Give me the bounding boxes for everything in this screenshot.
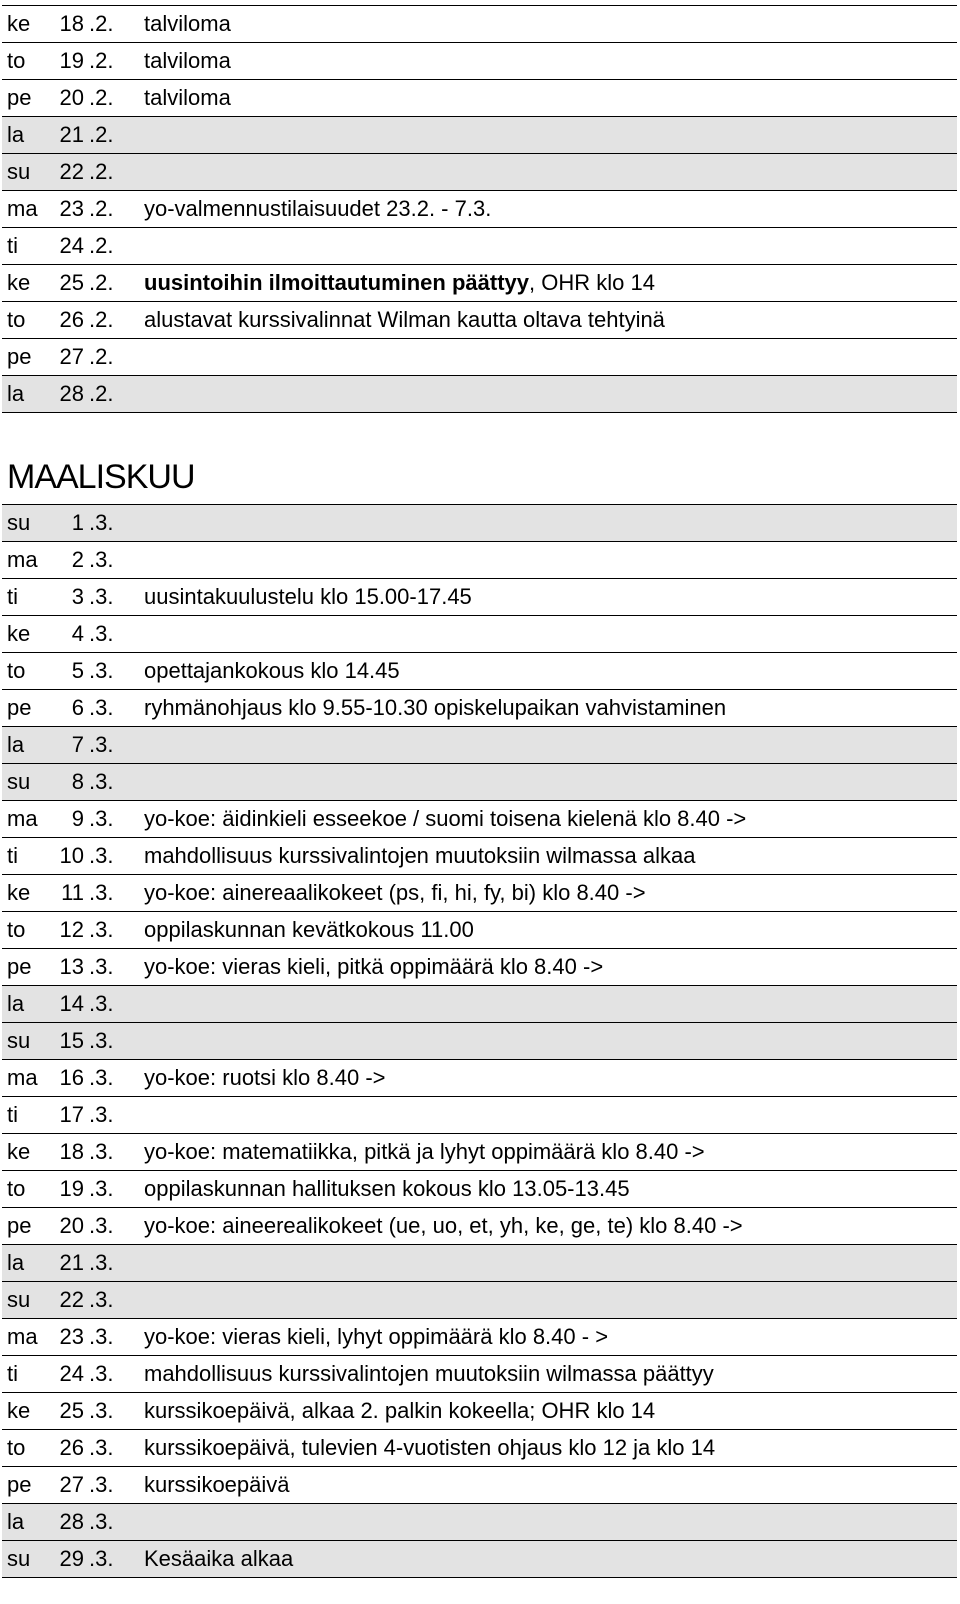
date-cell: 3 — [71, 584, 84, 609]
weekday-cell: ti — [7, 843, 18, 868]
month-cell: .3. — [89, 1546, 114, 1571]
weekday-cell: ma — [7, 806, 38, 831]
calendar-row — [2, 1060, 957, 1097]
calendar-row — [2, 542, 957, 579]
event-text: yo-koe: vieras kieli, lyhyt oppimäärä klo 8.40 - > — [144, 1324, 609, 1349]
event-cell — [144, 1430, 715, 1466]
calendar-row — [2, 43, 957, 80]
calendar-row — [2, 339, 957, 376]
month-cell: .2. — [89, 48, 114, 73]
month-cell: .3. — [89, 1139, 114, 1164]
event-highlight: uusintoihin ilmoittautuminen päättyy — [144, 270, 529, 295]
event-cell — [144, 912, 474, 948]
calendar-row — [2, 1245, 957, 1282]
calendar-row — [2, 1467, 957, 1504]
date-cell: 15 — [59, 1028, 84, 1053]
event-text: oppilaskunnan kevätkokous 11.00 — [144, 917, 474, 942]
date-cell: 27 — [59, 344, 84, 369]
event-cell — [144, 579, 472, 615]
month-cell: .3. — [89, 732, 114, 757]
weekday-cell: pe — [7, 1213, 32, 1238]
event-text: mahdollisuus kurssivalintojen muutoksiin wilmassa alkaa — [144, 843, 696, 868]
event-cell — [144, 1356, 714, 1392]
month-cell: .3. — [89, 1435, 114, 1460]
weekday-cell: su — [7, 1287, 31, 1312]
date-cell: 27 — [59, 1472, 84, 1497]
event-cell — [144, 80, 231, 116]
month-cell: .3. — [89, 806, 114, 831]
weekday-cell: la — [7, 381, 25, 406]
weekday-cell: ke — [7, 621, 31, 646]
event-text: talviloma — [144, 48, 231, 73]
month-cell: .3. — [89, 917, 114, 942]
date-cell: 20 — [59, 1213, 84, 1238]
month-cell: .3. — [89, 584, 114, 609]
date-cell: 8 — [71, 769, 84, 794]
weekday-cell: su — [7, 510, 31, 535]
month-cell: .3. — [89, 1213, 114, 1238]
date-cell: 5 — [71, 658, 84, 683]
date-cell: 23 — [59, 1324, 84, 1349]
date-cell: 4 — [71, 621, 84, 646]
calendar-row — [2, 117, 957, 154]
month-heading-march: MAALISKUU — [7, 458, 195, 496]
month-cell: .2. — [89, 270, 114, 295]
date-cell: 6 — [71, 695, 84, 720]
date-cell: 10 — [59, 843, 84, 868]
date-cell: 21 — [59, 122, 84, 147]
date-cell: 18 — [59, 11, 84, 36]
weekday-cell: ti — [7, 584, 18, 609]
weekday-cell: pe — [7, 695, 32, 720]
date-cell: 19 — [59, 1176, 84, 1201]
date-cell: 24 — [59, 233, 84, 258]
weekday-cell: to — [7, 1176, 26, 1201]
calendar-row — [2, 1393, 957, 1430]
calendar-row — [2, 191, 957, 228]
month-cell: .2. — [89, 381, 114, 406]
event-text: uusintakuulustelu klo 15.00-17.45 — [144, 584, 472, 609]
month-cell: .3. — [89, 1324, 114, 1349]
date-cell: 19 — [59, 48, 84, 73]
weekday-cell: ti — [7, 233, 18, 258]
month-cell: .3. — [89, 547, 114, 572]
event-cell — [144, 43, 231, 79]
month-cell: .2. — [89, 159, 114, 184]
weekday-cell: pe — [7, 1472, 32, 1497]
month-cell: .3. — [89, 1287, 114, 1312]
date-cell: 16 — [59, 1065, 84, 1090]
calendar-row — [2, 653, 957, 690]
date-cell: 22 — [59, 1287, 84, 1312]
event-text: kurssikoepäivä, alkaa 2. palkin kokeella; OHR klo 14 — [144, 1398, 656, 1423]
weekday-cell: to — [7, 307, 26, 332]
weekday-cell: la — [7, 991, 25, 1016]
date-cell: 29 — [59, 1546, 84, 1571]
calendar-row — [2, 1504, 957, 1541]
date-cell: 1 — [71, 510, 84, 535]
event-text: yo-koe: vieras kieli, pitkä oppimäärä klo 8.40 -> — [144, 954, 604, 979]
date-cell: 26 — [59, 1435, 84, 1460]
weekday-cell: to — [7, 1435, 26, 1460]
event-cell — [144, 1208, 743, 1244]
event-cell — [144, 1467, 290, 1503]
calendar-row — [2, 1319, 957, 1356]
event-text: opettajankokous klo 14.45 — [144, 658, 400, 683]
month-cell: .3. — [89, 1250, 114, 1275]
month-cell: .3. — [89, 658, 114, 683]
month-cell: .2. — [89, 307, 114, 332]
weekday-cell: pe — [7, 954, 32, 979]
calendar-row — [2, 875, 957, 912]
weekday-cell: ke — [7, 11, 31, 36]
weekday-cell: ti — [7, 1361, 18, 1386]
date-cell: 18 — [59, 1139, 84, 1164]
calendar-row — [2, 1134, 957, 1171]
month-cell: .3. — [89, 1398, 114, 1423]
calendar-row — [2, 690, 957, 727]
weekday-cell: ke — [7, 880, 31, 905]
calendar-row — [2, 1023, 957, 1060]
event-text: yo-koe: aineerealikokeet (ue, uo, et, yh, ke, ge, te) klo 8.40 -> — [144, 1213, 743, 1238]
date-cell: 25 — [59, 1398, 84, 1423]
calendar-row — [2, 838, 957, 875]
event-cell — [144, 265, 655, 301]
weekday-cell: to — [7, 658, 26, 683]
month-cell: .3. — [89, 1472, 114, 1497]
month-cell: .3. — [89, 843, 114, 868]
month-cell: .3. — [89, 1102, 114, 1127]
date-cell: 14 — [59, 991, 84, 1016]
date-cell: 21 — [59, 1250, 84, 1275]
event-cell — [144, 838, 695, 874]
month-cell: .3. — [89, 621, 114, 646]
weekday-cell: ma — [7, 1065, 38, 1090]
event-cell — [144, 875, 646, 911]
calendar-row — [2, 376, 957, 413]
date-cell: 25 — [59, 270, 84, 295]
calendar-row — [2, 1356, 957, 1393]
month-cell: .3. — [89, 1176, 114, 1201]
calendar-row — [2, 1282, 957, 1319]
weekday-cell: to — [7, 48, 26, 73]
calendar-row — [2, 949, 957, 986]
calendar-row — [2, 1171, 957, 1208]
calendar-row — [2, 1541, 957, 1578]
month-cell: .3. — [89, 695, 114, 720]
calendar-row — [2, 154, 957, 191]
date-cell: 23 — [59, 196, 84, 221]
month-cell: .2. — [89, 11, 114, 36]
event-text: talviloma — [144, 85, 231, 110]
month-cell: .3. — [89, 880, 114, 905]
month-cell: .2. — [89, 233, 114, 258]
date-cell: 24 — [59, 1361, 84, 1386]
weekday-cell: la — [7, 1250, 25, 1275]
event-text: ryhmänohjaus klo 9.55-10.30 opiskelupaikan vahvistaminen — [144, 695, 727, 720]
calendar-row — [2, 505, 957, 542]
march-table — [2, 504, 957, 1578]
calendar-row — [2, 616, 957, 653]
event-text: oppilaskunnan hallituksen kokous klo 13.05-13.45 — [144, 1176, 630, 1201]
month-cell: .2. — [89, 122, 114, 147]
weekday-cell: su — [7, 769, 31, 794]
weekday-cell: ma — [7, 1324, 38, 1349]
weekday-cell: la — [7, 122, 25, 147]
event-text: talviloma — [144, 11, 231, 36]
event-text: Kesäaika alkaa — [144, 1546, 294, 1571]
calendar-row — [2, 1430, 957, 1467]
event-cell — [144, 653, 400, 689]
event-text: kurssikoepäivä, tulevien 4-vuotisten ohjaus klo 12 ja klo 14 — [144, 1435, 716, 1460]
weekday-cell: ke — [7, 1139, 31, 1164]
date-cell: 26 — [59, 307, 84, 332]
date-cell: 2 — [71, 547, 84, 572]
month-cell: .3. — [89, 1509, 114, 1534]
weekday-cell: ma — [7, 547, 38, 572]
event-cell — [144, 6, 231, 42]
calendar-row — [2, 302, 957, 339]
event-text: yo-koe: ainereaalikokeet (ps, fi, hi, fy, bi) klo 8.40 -> — [144, 880, 646, 905]
month-cell: .3. — [89, 1065, 114, 1090]
calendar-row — [2, 1208, 957, 1245]
date-cell: 7 — [71, 732, 84, 757]
calendar-row — [2, 801, 957, 838]
calendar-row — [2, 912, 957, 949]
event-text: yo-koe: äidinkieli esseekoe / suomi toisena kielenä klo 8.40 -> — [144, 806, 747, 831]
calendar-row — [2, 579, 957, 616]
weekday-cell: pe — [7, 85, 32, 110]
event-cell — [144, 1171, 630, 1207]
event-cell — [144, 1541, 293, 1577]
calendar-row — [2, 1097, 957, 1134]
event-text: alustavat kurssivalinnat Wilman kautta oltava tehtyinä — [144, 307, 665, 332]
event-cell — [144, 801, 746, 837]
calendar-row — [2, 986, 957, 1023]
month-cell: .3. — [89, 991, 114, 1016]
month-cell: .2. — [89, 196, 114, 221]
date-cell: 11 — [61, 880, 84, 905]
date-cell: 20 — [59, 85, 84, 110]
event-cell — [144, 1393, 655, 1429]
weekday-cell: ti — [7, 1102, 18, 1127]
event-cell — [144, 690, 726, 726]
event-cell — [144, 1134, 705, 1170]
calendar-row — [2, 6, 957, 43]
event-text: mahdollisuus kurssivalintojen muutoksiin wilmassa päättyy — [144, 1361, 714, 1386]
date-cell: 17 — [59, 1102, 84, 1127]
calendar-row — [2, 265, 957, 302]
weekday-cell: la — [7, 1509, 25, 1534]
weekday-cell: ma — [7, 196, 38, 221]
date-cell: 22 — [59, 159, 84, 184]
date-cell: 13 — [59, 954, 84, 979]
february-table — [2, 5, 957, 413]
month-cell: .3. — [89, 954, 114, 979]
event-cell — [144, 302, 665, 338]
event-text: yo-koe: matematiikka, pitkä ja lyhyt oppimäärä klo 8.40 -> — [144, 1139, 705, 1164]
month-cell: .2. — [89, 344, 114, 369]
event-text: , OHR klo 14 — [529, 270, 655, 295]
date-cell: 28 — [59, 1509, 84, 1534]
calendar-row — [2, 80, 957, 117]
event-cell — [144, 1060, 386, 1096]
weekday-cell: su — [7, 1546, 31, 1571]
weekday-cell: pe — [7, 344, 32, 369]
month-cell: .3. — [89, 510, 114, 535]
month-cell: .3. — [89, 1361, 114, 1386]
event-cell — [144, 191, 491, 227]
month-cell: .2. — [89, 85, 114, 110]
date-cell: 12 — [59, 917, 84, 942]
event-cell — [144, 949, 603, 985]
date-cell: 28 — [59, 381, 84, 406]
month-cell: .3. — [89, 1028, 114, 1053]
weekday-cell: su — [7, 1028, 31, 1053]
weekday-cell: la — [7, 732, 25, 757]
weekday-cell: ke — [7, 1398, 31, 1423]
event-text: kurssikoepäivä — [144, 1472, 290, 1497]
calendar-row — [2, 228, 957, 265]
weekday-cell: su — [7, 159, 31, 184]
month-cell: .3. — [89, 769, 114, 794]
weekday-cell: to — [7, 917, 26, 942]
event-text: yo-koe: ruotsi klo 8.40 -> — [144, 1065, 386, 1090]
calendar-row — [2, 727, 957, 764]
date-cell: 9 — [71, 806, 84, 831]
event-cell — [144, 1319, 608, 1355]
calendar-row — [2, 764, 957, 801]
event-text: yo-valmennustilaisuudet 23.2. - 7.3. — [144, 196, 492, 221]
weekday-cell: ke — [7, 270, 31, 295]
